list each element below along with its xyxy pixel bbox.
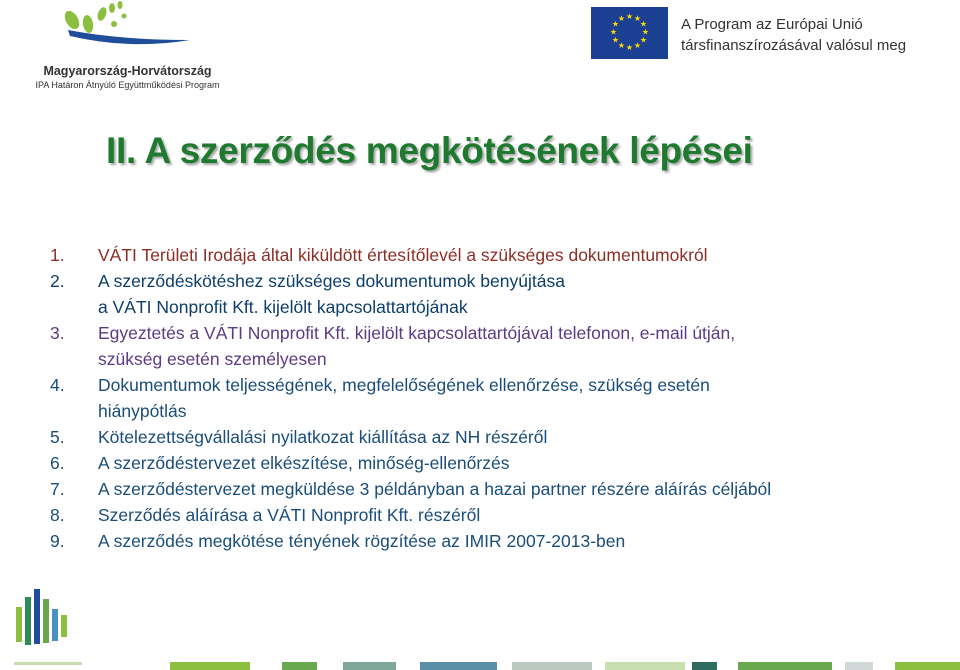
- step-number: 9.: [50, 531, 65, 551]
- program-name: Magyarország-Horvátország: [43, 64, 212, 78]
- svg-text:★: ★: [611, 35, 620, 45]
- list-item: [50, 424, 930, 450]
- footer-bars-icon: [14, 585, 89, 670]
- step-number: 2.: [50, 271, 65, 291]
- svg-text:★: ★: [639, 35, 648, 45]
- step-text: Kötelezettségvállalási nyilatkozat kiállítása az NH részéről: [98, 427, 548, 447]
- svg-text:★: ★: [617, 41, 626, 50]
- step-text: VÁTI Területi Irodája által kiküldött értesítőlevél a szükséges dokumentumokról: [98, 245, 708, 265]
- list-item: [50, 268, 930, 320]
- step-number: 4.: [50, 375, 65, 395]
- list-item: [50, 242, 930, 268]
- step-text: szükség esetén személyesen: [98, 349, 327, 369]
- eu-text-line: társfinanszírozásával valósul meg: [681, 37, 907, 54]
- footer-stripe: [512, 662, 592, 670]
- list-item: [50, 372, 930, 424]
- step-text: hiánypótlás: [98, 401, 187, 421]
- list-item: [50, 502, 930, 528]
- steps-list: [50, 242, 930, 554]
- svg-text:★: ★: [625, 12, 634, 21]
- step-text: A szerződéstervezet elkészítése, minőség-ellenőrzés: [98, 453, 510, 473]
- footer-stripe: [895, 662, 960, 670]
- svg-text:★: ★: [609, 27, 618, 37]
- list-item: [50, 476, 930, 502]
- footer-stripe: [845, 662, 873, 670]
- footer-stripe: [170, 662, 250, 670]
- step-text: Dokumentumok teljességének, megfelelőségének ellenőrzése, szükség esetén: [98, 375, 710, 395]
- step-number: 7.: [50, 479, 65, 499]
- svg-text:★: ★: [611, 19, 620, 29]
- list-item: [50, 320, 930, 372]
- footer-stripe: [605, 662, 685, 670]
- footer-stripe: [282, 662, 317, 670]
- svg-text:★: ★: [633, 41, 642, 50]
- svg-text:★: ★: [639, 19, 648, 29]
- step-text: A szerződéstervezet megküldése 3 példányban a hazai partner részére aláírás céljából: [98, 479, 772, 499]
- program-logo: [20, 0, 235, 95]
- step-number: 3.: [50, 323, 65, 343]
- step-number: 6.: [50, 453, 65, 473]
- list-item: [50, 528, 930, 554]
- page-title: II. A szerződés megkötésének lépései: [106, 130, 753, 171]
- eu-flag-icon: [591, 7, 668, 59]
- eu-text-line: A Program az Európai Unió: [681, 16, 863, 33]
- step-text: A szerződéskötéshez szükséges dokumentumok benyújtása: [98, 271, 565, 291]
- step-text: Egyeztetés a VÁTI Nonprofit Kft. kijelölt kapcsolattartójával telefonon, e-mail útján,: [98, 323, 736, 343]
- footer-stripe: [343, 662, 396, 670]
- step-number: 5.: [50, 427, 65, 447]
- svg-text:★: ★: [641, 27, 650, 37]
- footer-stripe: [738, 662, 832, 670]
- svg-text:★: ★: [633, 14, 642, 23]
- footer-stripe: [420, 662, 497, 670]
- step-text: a VÁTI Nonprofit Kft. kijelölt kapcsolattartójának: [98, 297, 468, 317]
- footer-stripe: [692, 662, 717, 670]
- eu-funding-note: [681, 14, 906, 56]
- program-subtitle: IPA Határon Átnyúló Együttműködési Program: [35, 80, 220, 90]
- leaf-logo-icon: [60, 0, 200, 60]
- step-number: 8.: [50, 505, 65, 525]
- svg-text:★: ★: [617, 14, 626, 23]
- step-number: 1.: [50, 245, 65, 265]
- step-text: Szerződés aláírása a VÁTI Nonprofit Kft. részéről: [98, 505, 481, 525]
- list-item: [50, 450, 930, 476]
- step-text: A szerződés megkötése tényének rögzítése az IMIR 2007-2013-ben: [98, 531, 626, 551]
- svg-text:★: ★: [625, 43, 634, 52]
